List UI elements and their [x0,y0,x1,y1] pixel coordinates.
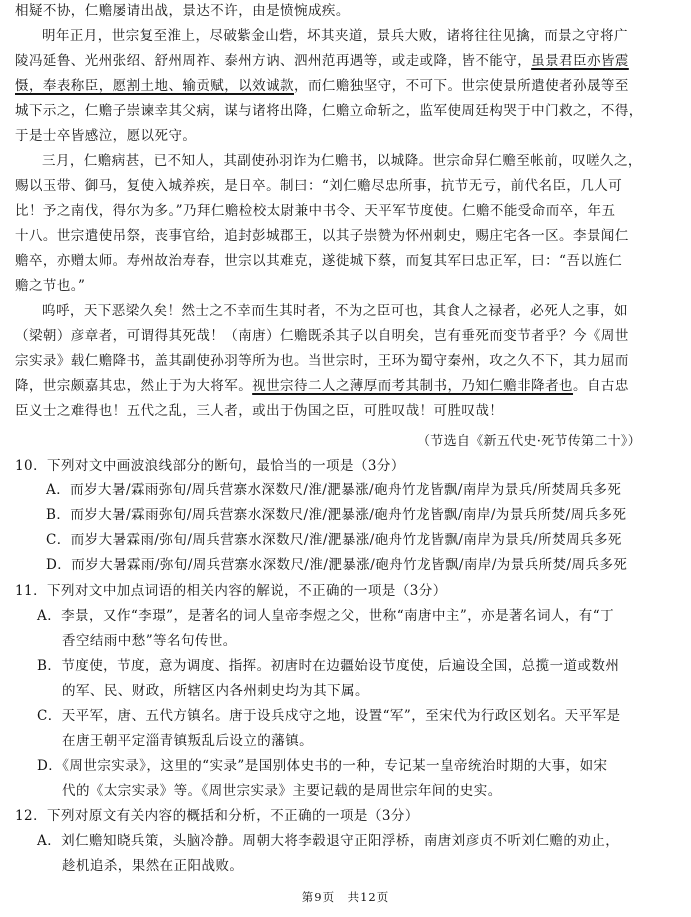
text-run: 代的《太宗实录》等。《周世宗实录》主要记载的是周世宗年间的史实。 [62,783,502,799]
text-run: 臣义士之难得也！五代之乱，三人者，或出于伪国之臣，可胜叹哉！可胜叹哉！ [15,403,504,419]
question-line [46,531,622,549]
passage-line [15,127,196,145]
text-run: D．而岁大暑霖雨/弥旬/周兵营寨水深数尺/淮/淝暴涨/砲舟竹龙皆飘/南岸/为景兵所焚/周兵多死 [46,557,628,573]
question-line [46,556,627,574]
passage-line [42,27,628,45]
text-run: 。自古忠 [573,378,629,394]
page-footer: 第9页 共12页 [301,890,390,904]
question-line [62,782,502,800]
passage-line [15,2,350,20]
question-line [15,457,405,475]
text-run: 香空结雨中愁”等名句传世。 [62,633,237,649]
text-run: B．节度使，节度，意为调度、指挥。初唐时在边疆始设节度使，后遍设全国，总揽一道或数州 [37,658,620,674]
text-run: C．天平军，唐、五代方镇名。唐于设兵戍守之地，设置“军”，至宋代为行政区划名。天平军是 [37,708,621,724]
passage-line [15,352,629,370]
question-line [62,682,369,700]
text-run: 相疑不协，仁赡屡请出战，景达不许，由是愤惋成疾。 [15,3,350,19]
text-run: B．而岁大暑/霖雨弥旬/周兵营寨水深数尺/淮/淝暴涨/砲舟竹龙皆飘/南岸/为景兵所焚/周兵多死 [46,507,627,523]
passage-line [15,77,629,95]
text-run: 降，世宗颇嘉其忠，然止于为大将军。 [15,378,253,394]
text-run: A．刘仁赡知晓兵策，头脑冷静。周朝大将李毂退守正阳浮桥，南唐刘彦贞不听刘仁赡的劝止， [37,833,620,849]
underlined-phrase: 慑，奉表称臣，愿割土地、输贡赋，以效诚款 [15,78,294,94]
text-run: A．李景，又作“李璟”，是著名的词人皇帝李煜之父，世称“南唐中主”，亦是著名词人，有“丁 [37,608,615,624]
text-run: A．而岁大暑/霖雨弥旬/周兵营寨水深数尺/淮/淝暴涨/砲舟竹龙皆飘/南岸为景兵/所焚周兵多死 [46,482,622,498]
text-run: 宗实录》载仁赡降书，盖其副使孙羽等所为也。当世宗时，王环为蜀守秦州，攻之久不下，其力屈而 [15,353,629,369]
question-line [37,757,607,775]
passage-line [15,277,85,295]
passage-line [15,402,503,420]
text-run: 趁机追杀，果然在正阳战败。 [62,858,244,874]
text-run: 11．下列对文中加点词语的相关内容的解说，不正确的一项是（3分） [15,583,447,599]
question-line [62,732,313,750]
text-run: 明年正月，世宗复至淮上，尽破紫金山砦，坏其夹道，景兵大败，诸将往往见擒，而景之守将广 [42,28,628,44]
text-run: 十八。世宗遣使吊祭，丧事官给，追封彭城郡王，以其子崇赞为怀州刺史，赐庄宅各一区。李景闻仁 [15,228,629,244]
underlined-phrase: 视世宗待二人之薄厚而考其制书，乃知仁赡非降者也 [252,378,574,394]
passage-line [42,302,628,320]
question-line [37,832,619,850]
text-run: 12．下列对原文有关内容的概括和分析，不正确的一项是（3分） [15,808,419,824]
text-run: 比！予之南伐，得尔为多。”乃拜仁赡检校太尉兼中书令、天平军节度使。仁赡不能受命而卒，年五 [15,203,616,219]
text-run: 赡卒，亦赠太师。寿州故治寿春，世宗以其难克，遂徙城下蔡，而复其军曰忠正军，曰：“吾以旌仁 [15,253,623,269]
text-run: 陵冯延鲁、光州张绍、舒州周祚、泰州方讷、泗州范再遇等，或走或降，皆不能守， [15,53,532,69]
question-line [46,481,621,499]
passage-line [15,177,622,195]
source-citation: （节选自《新五代史·死节传第二十》） [417,434,642,449]
passage-line [15,377,629,395]
underlined-phrase: 虽景君臣亦皆震 [531,53,629,69]
question-line [37,607,614,625]
question-line [37,657,619,675]
text-run: 呜呼，天下恶梁久矣！然士之不幸而生其时者，不为之臣可也，其食人之禄者，必死人之事，如 [42,303,628,319]
passage-line [15,227,629,245]
text-run: 城下示之，仁赡子崇谏幸其父病，谋与诸将出降，仁赡立命斩之，监军使周廷构哭于中门救之，不得， [15,103,643,119]
text-run: 在唐王朝平定淄青镇叛乱后设立的藩镇。 [62,733,314,749]
text-run: 的军、民、财政，所辖区内各州刺史均为其下属。 [62,683,369,699]
passage-line [42,152,642,170]
text-run: 10．下列对文中画波浪线部分的断句，最恰当的一项是（3分） [15,458,405,474]
text-run: C．而岁大暑霖雨/弥旬/周兵营寨水深数尺/淮/淝暴涨/砲舟竹龙皆飘/南岸为景兵/所焚周兵多死 [46,532,622,548]
question-line [46,506,626,524]
passage-line [15,327,629,345]
text-run: 赐以玉带、御马，复使入城养疾，是日卒。制曰：“刘仁赡尽忠所事，抗节无亏，前代名臣，几人可 [15,178,623,194]
question-line [37,707,620,725]
question-line [62,632,237,650]
passage-line [15,252,622,270]
text-run: （梁朝）彦章者，可谓得其死哉！（南唐）仁赡既杀其子以自明矣，岂有垂死而变节者乎？今《周世 [15,328,629,344]
question-line [62,857,243,875]
text-run: ，而仁赡独坚守，不可下。世宗使景所遣使者孙晟等至 [294,78,629,94]
passage-line [15,52,629,70]
question-line [15,807,419,825]
text-run: 于是士卒皆感泣，愿以死守。 [15,128,197,144]
question-line [15,582,447,600]
passage-line [15,102,643,120]
passage-line [15,202,615,220]
text-run: D．《周世宗实录》，这里的“实录”是国别体史书的一种，专记某一皇帝统治时期的大事，如宋 [37,758,608,774]
text-run: 三月，仁赡病甚，已不知人，其副使孙羽诈为仁赡书，以城降。世宗命舁仁赡至帐前，叹嗟久之， [42,153,642,169]
text-run: 赡之节也。” [15,278,86,294]
